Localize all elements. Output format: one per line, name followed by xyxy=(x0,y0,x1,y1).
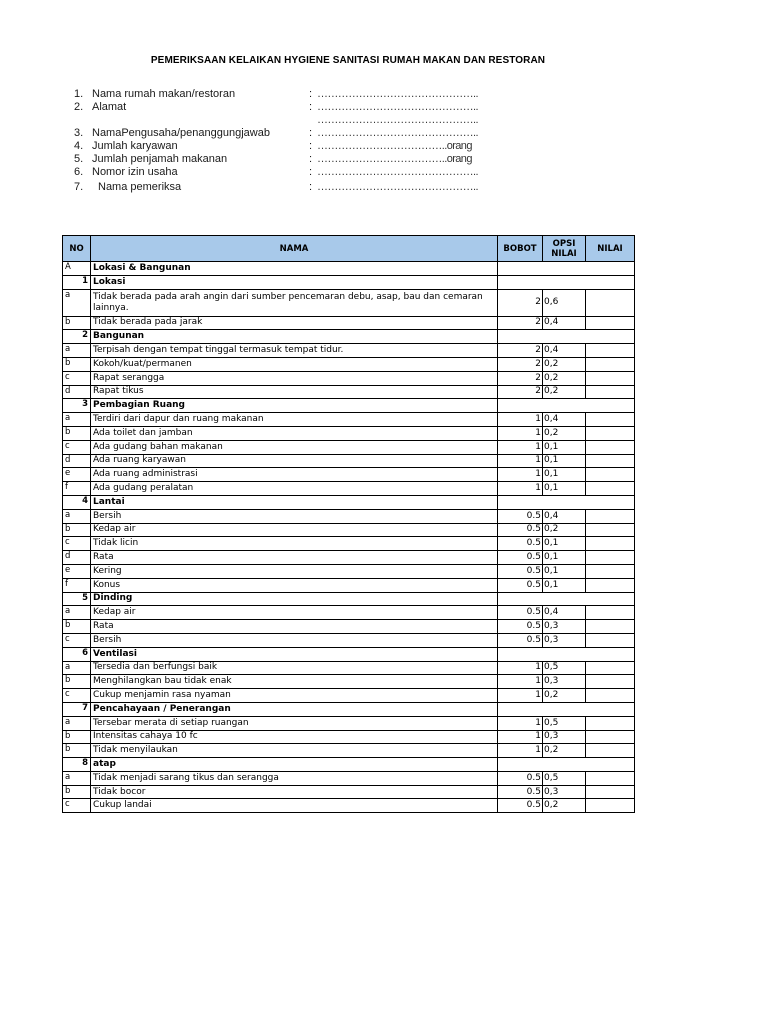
cell-bobot: 2 xyxy=(498,344,543,358)
table-row xyxy=(63,551,635,565)
cell-nilai[interactable] xyxy=(586,578,635,592)
cell-opsi-nilai: 0,2 xyxy=(543,744,586,758)
form-field-colon: : xyxy=(309,88,313,100)
cell-bobot: 1 xyxy=(498,468,543,482)
form-field-blank[interactable]: ……………………………………….. xyxy=(317,88,478,100)
cell-no: 8 xyxy=(63,758,91,772)
header-nilai: NILAI xyxy=(586,236,635,262)
cell-nilai[interactable] xyxy=(586,744,635,758)
cell-no: 3 xyxy=(63,399,91,413)
form-field-label: Nomor izin usaha xyxy=(92,166,178,178)
table-row xyxy=(63,357,635,371)
cell-opsi-nilai: 0,2 xyxy=(543,371,586,385)
cell-nilai[interactable] xyxy=(586,564,635,578)
cell-bobot: 0.5 xyxy=(498,564,543,578)
form-field-blank[interactable]: ………………………………..orang xyxy=(317,153,472,165)
cell-bobot: 1 xyxy=(498,744,543,758)
cell-opsi-nilai: 0,1 xyxy=(543,551,586,565)
cell-nilai[interactable] xyxy=(586,785,635,799)
cell-opsi-nilai: 0,2 xyxy=(543,523,586,537)
cell-bobot: 1 xyxy=(498,440,543,454)
table-row xyxy=(63,440,635,454)
cell-bobot: 0.5 xyxy=(498,537,543,551)
table-header-row xyxy=(63,236,635,262)
cell-no: a xyxy=(63,661,91,675)
table-row xyxy=(63,744,635,758)
cell-nama: Pencahayaan / Penerangan xyxy=(91,702,498,716)
cell-nilai xyxy=(586,647,635,661)
cell-opsi-nilai: 0,2 xyxy=(543,357,586,371)
cell-opsi-nilai: 0,3 xyxy=(543,620,586,634)
cell-opsi-nilai: 0,3 xyxy=(543,785,586,799)
cell-no: c xyxy=(63,537,91,551)
cell-bobot: 0.5 xyxy=(498,785,543,799)
header-nama: NAMA xyxy=(91,236,498,262)
cell-no: e xyxy=(63,468,91,482)
cell-opsi-nilai: 0,1 xyxy=(543,454,586,468)
cell-opsi-nilai: 0,2 xyxy=(543,426,586,440)
table-row xyxy=(63,468,635,482)
cell-opsi-nilai xyxy=(543,702,586,716)
cell-bobot: 2 xyxy=(498,385,543,399)
cell-no: A xyxy=(63,262,91,276)
cell-bobot xyxy=(498,702,543,716)
cell-nilai[interactable] xyxy=(586,661,635,675)
table-row xyxy=(63,799,635,813)
cell-nama: Pembagian Ruang xyxy=(91,399,498,413)
cell-no: c xyxy=(63,633,91,647)
cell-nilai[interactable] xyxy=(586,689,635,703)
cell-no: d xyxy=(63,454,91,468)
cell-nama: Tidak bocor xyxy=(91,785,498,799)
cell-opsi-nilai xyxy=(543,399,586,413)
cell-opsi-nilai: 0,1 xyxy=(543,537,586,551)
table-row xyxy=(63,620,635,634)
form-field-label: Alamat xyxy=(92,101,127,113)
cell-no: a xyxy=(63,606,91,620)
cell-nama: Bangunan xyxy=(91,330,498,344)
table-row xyxy=(63,537,635,551)
cell-nama: Intensitas cahaya 10 fc xyxy=(91,730,498,744)
cell-bobot xyxy=(498,495,543,509)
form-field-label: NamaPengusaha/penanggungjawab xyxy=(92,127,270,139)
cell-no: 1 xyxy=(63,275,91,289)
cell-nama: Tidak berada pada arah angin dari sumber pencemaran debu, asap, bau dan cemaran lainnya. xyxy=(91,289,498,316)
cell-nilai[interactable] xyxy=(586,799,635,813)
cell-nilai[interactable] xyxy=(586,440,635,454)
cell-bobot xyxy=(498,592,543,606)
cell-nama: Bersih xyxy=(91,509,498,523)
cell-nama: Ada ruang karyawan xyxy=(91,454,498,468)
cell-bobot: 2 xyxy=(498,357,543,371)
cell-nama: Cukup menjamin rasa nyaman xyxy=(91,689,498,703)
cell-opsi-nilai: 0,1 xyxy=(543,482,586,496)
cell-nama: Bersih xyxy=(91,633,498,647)
cell-nilai[interactable] xyxy=(586,289,635,316)
form-field-number: 4. xyxy=(74,140,84,152)
form-field-blank[interactable]: ………………………………..orang xyxy=(317,140,472,152)
cell-no: b xyxy=(63,675,91,689)
form-field-label: Jumlah penjamah makanan xyxy=(92,153,228,165)
cell-no: c xyxy=(63,440,91,454)
table-row xyxy=(63,661,635,675)
cell-nama: atap xyxy=(91,758,498,772)
cell-nilai xyxy=(586,495,635,509)
cell-opsi-nilai: 0,4 xyxy=(543,509,586,523)
cell-nilai xyxy=(586,399,635,413)
cell-nama: Tidak berada pada jarak xyxy=(91,316,498,330)
cell-no: d xyxy=(63,551,91,565)
cell-opsi-nilai: 0,2 xyxy=(543,689,586,703)
cell-opsi-nilai: 0,2 xyxy=(543,799,586,813)
subsection-row xyxy=(63,399,635,413)
subsection-row xyxy=(63,758,635,772)
cell-nilai xyxy=(586,592,635,606)
cell-bobot: 2 xyxy=(498,371,543,385)
cell-bobot xyxy=(498,262,543,276)
form-field-label: Jumlah karyawan xyxy=(92,140,178,152)
cell-no: c xyxy=(63,371,91,385)
cell-nilai[interactable] xyxy=(586,316,635,330)
cell-no: 4 xyxy=(63,495,91,509)
form-field-colon: : xyxy=(309,127,313,139)
cell-nilai[interactable] xyxy=(586,413,635,427)
cell-bobot: 1 xyxy=(498,716,543,730)
cell-nama: Tidak licin xyxy=(91,537,498,551)
cell-no: 6 xyxy=(63,647,91,661)
form-field-colon: : xyxy=(309,101,313,113)
header-no: NO xyxy=(63,236,91,262)
cell-nilai xyxy=(586,262,635,276)
cell-opsi-nilai: 0,3 xyxy=(543,633,586,647)
cell-opsi-nilai xyxy=(543,592,586,606)
form-field-colon: : xyxy=(309,181,313,193)
cell-no: a xyxy=(63,344,91,358)
cell-nama: Lantai xyxy=(91,495,498,509)
cell-nilai[interactable] xyxy=(586,537,635,551)
section-row xyxy=(63,262,635,276)
cell-nilai xyxy=(586,758,635,772)
cell-opsi-nilai xyxy=(543,330,586,344)
cell-no: e xyxy=(63,564,91,578)
cell-bobot xyxy=(498,330,543,344)
table-row xyxy=(63,564,635,578)
cell-opsi-nilai: 0,4 xyxy=(543,344,586,358)
form-field-blank[interactable]: ……………………………………….. xyxy=(317,166,478,178)
cell-nilai[interactable] xyxy=(586,426,635,440)
cell-no: b xyxy=(63,620,91,634)
cell-nama: Terpisah dengan tempat tinggal termasuk tempat tidur. xyxy=(91,344,498,358)
cell-bobot xyxy=(498,758,543,772)
form-field-blank[interactable]: ……………………………………….. xyxy=(317,114,478,126)
table-row xyxy=(63,689,635,703)
cell-opsi-nilai: 0,4 xyxy=(543,606,586,620)
cell-no: c xyxy=(63,799,91,813)
cell-nilai[interactable] xyxy=(586,523,635,537)
subsection-row xyxy=(63,647,635,661)
table-row xyxy=(63,785,635,799)
cell-no: b xyxy=(63,730,91,744)
cell-nilai xyxy=(586,330,635,344)
cell-bobot: 0.5 xyxy=(498,551,543,565)
form-field-number: 3. xyxy=(74,127,84,139)
cell-no: b xyxy=(63,523,91,537)
cell-no: 2 xyxy=(63,330,91,344)
table-row xyxy=(63,716,635,730)
cell-nilai[interactable] xyxy=(586,344,635,358)
header-opsi-nilai: OPSI NILAI xyxy=(543,236,586,262)
subsection-row xyxy=(63,702,635,716)
cell-nama: Kering xyxy=(91,564,498,578)
cell-opsi-nilai: 0,1 xyxy=(543,440,586,454)
cell-nilai[interactable] xyxy=(586,633,635,647)
cell-nama: Dinding xyxy=(91,592,498,606)
form-field-colon: : xyxy=(309,166,313,178)
cell-bobot: 1 xyxy=(498,413,543,427)
cell-bobot: 0.5 xyxy=(498,799,543,813)
cell-nama: Lokasi xyxy=(91,275,498,289)
cell-opsi-nilai xyxy=(543,275,586,289)
cell-nama: Kedap air xyxy=(91,523,498,537)
table-row xyxy=(63,426,635,440)
table-row xyxy=(63,344,635,358)
cell-bobot: 1 xyxy=(498,482,543,496)
cell-opsi-nilai: 0,1 xyxy=(543,468,586,482)
cell-nilai[interactable] xyxy=(586,509,635,523)
subsection-row xyxy=(63,592,635,606)
cell-nilai xyxy=(586,702,635,716)
cell-nama: Kokoh/kuat/permanen xyxy=(91,357,498,371)
cell-no: a xyxy=(63,716,91,730)
cell-opsi-nilai: 0,2 xyxy=(543,385,586,399)
cell-no: 7 xyxy=(63,702,91,716)
cell-nama: Konus xyxy=(91,578,498,592)
cell-nilai[interactable] xyxy=(586,730,635,744)
cell-nilai xyxy=(586,275,635,289)
cell-bobot: 2 xyxy=(498,289,543,316)
cell-nama: Lokasi & Bangunan xyxy=(91,262,498,276)
cell-bobot: 0.5 xyxy=(498,509,543,523)
cell-nama: Tersebar merata di setiap ruangan xyxy=(91,716,498,730)
cell-bobot: 1 xyxy=(498,454,543,468)
cell-nilai[interactable] xyxy=(586,371,635,385)
table-row xyxy=(63,578,635,592)
cell-bobot: 1 xyxy=(498,730,543,744)
cell-nilai[interactable] xyxy=(586,482,635,496)
cell-bobot: 0.5 xyxy=(498,578,543,592)
cell-opsi-nilai xyxy=(543,495,586,509)
cell-opsi-nilai xyxy=(543,262,586,276)
table-row xyxy=(63,482,635,496)
cell-nama: Ventilasi xyxy=(91,647,498,661)
cell-opsi-nilai: 0,4 xyxy=(543,413,586,427)
table-row xyxy=(63,509,635,523)
header-bobot: BOBOT xyxy=(498,236,543,262)
cell-no: b xyxy=(63,785,91,799)
table-row xyxy=(63,523,635,537)
cell-nilai[interactable] xyxy=(586,771,635,785)
table-row xyxy=(63,675,635,689)
table-row xyxy=(63,371,635,385)
table-row xyxy=(63,454,635,468)
table-row xyxy=(63,385,635,399)
table-row xyxy=(63,289,635,316)
cell-nama: Cukup landai xyxy=(91,799,498,813)
cell-bobot xyxy=(498,399,543,413)
table-row xyxy=(63,413,635,427)
cell-bobot xyxy=(498,275,543,289)
table-row xyxy=(63,606,635,620)
cell-nilai[interactable] xyxy=(586,716,635,730)
cell-nilai[interactable] xyxy=(586,606,635,620)
cell-opsi-nilai: 0,3 xyxy=(543,675,586,689)
subsection-row xyxy=(63,275,635,289)
cell-nama: Tidak menyilaukan xyxy=(91,744,498,758)
cell-nama: Ada ruang administrasi xyxy=(91,468,498,482)
cell-bobot: 0.5 xyxy=(498,633,543,647)
cell-bobot: 1 xyxy=(498,426,543,440)
cell-nama: Menghilangkan bau tidak enak xyxy=(91,675,498,689)
cell-nilai[interactable] xyxy=(586,675,635,689)
cell-bobot: 2 xyxy=(498,316,543,330)
cell-nilai[interactable] xyxy=(586,357,635,371)
cell-opsi-nilai xyxy=(543,647,586,661)
form-field-number: 6. xyxy=(74,166,84,178)
cell-nama: Rapat serangga xyxy=(91,371,498,385)
cell-opsi-nilai: 0,1 xyxy=(543,578,586,592)
cell-nama: Tidak menjadi sarang tikus dan serangga xyxy=(91,771,498,785)
table-row xyxy=(63,633,635,647)
cell-bobot: 0.5 xyxy=(498,620,543,634)
subsection-row xyxy=(63,330,635,344)
cell-nilai[interactable] xyxy=(586,468,635,482)
form-field-blank[interactable]: ……………………………………….. xyxy=(317,101,478,113)
cell-no: a xyxy=(63,413,91,427)
cell-opsi-nilai: 0,3 xyxy=(543,730,586,744)
cell-bobot: 0.5 xyxy=(498,523,543,537)
cell-nilai[interactable] xyxy=(586,620,635,634)
cell-no: 5 xyxy=(63,592,91,606)
cell-opsi-nilai: 0,1 xyxy=(543,564,586,578)
cell-no: b xyxy=(63,744,91,758)
cell-bobot: 1 xyxy=(498,675,543,689)
cell-nama: Ada toilet dan jamban xyxy=(91,426,498,440)
cell-opsi-nilai: 0,5 xyxy=(543,661,586,675)
cell-no: a xyxy=(63,289,91,316)
form-field-number: 5. xyxy=(74,153,84,165)
cell-nama: Kedap air xyxy=(91,606,498,620)
cell-no: a xyxy=(63,509,91,523)
cell-nama: Ada gudang bahan makanan xyxy=(91,440,498,454)
cell-bobot: 1 xyxy=(498,689,543,703)
cell-nilai[interactable] xyxy=(586,454,635,468)
cell-bobot: 0.5 xyxy=(498,606,543,620)
inspection-checklist-table xyxy=(62,235,635,813)
form-field-blank[interactable]: ……………………………………….. xyxy=(317,127,478,139)
cell-opsi-nilai xyxy=(543,758,586,772)
cell-no: b xyxy=(63,316,91,330)
cell-no: f xyxy=(63,482,91,496)
table-row xyxy=(63,771,635,785)
cell-nilai[interactable] xyxy=(586,551,635,565)
document-title: PEMERIKSAAN KELAIKAN HYGIENE SANITASI RUMAH MAKAN DAN RESTORAN xyxy=(150,55,546,66)
form-field-number: 2. xyxy=(74,101,84,113)
form-field-label: Nama rumah makan/restoran xyxy=(92,88,236,100)
cell-nama: Terdiri dari dapur dan ruang makanan xyxy=(91,413,498,427)
cell-nama: Rata xyxy=(91,551,498,565)
form-field-colon: : xyxy=(309,153,313,165)
cell-nama: Ada gudang peralatan xyxy=(91,482,498,496)
cell-nama: Rata xyxy=(91,620,498,634)
cell-nama: Rapat tikus xyxy=(91,385,498,399)
form-field-label: Nama pemeriksa xyxy=(98,181,182,193)
form-field-number: 1. xyxy=(74,88,84,100)
form-field-blank[interactable]: ……………………………………….. xyxy=(317,181,478,193)
cell-nama: Tersedia dan berfungsi baik xyxy=(91,661,498,675)
subsection-row xyxy=(63,495,635,509)
cell-no: d xyxy=(63,385,91,399)
form-field-colon: : xyxy=(309,140,313,152)
cell-no: b xyxy=(63,357,91,371)
cell-no: c xyxy=(63,689,91,703)
cell-opsi-nilai: 0,6 xyxy=(543,289,586,316)
cell-nilai[interactable] xyxy=(586,385,635,399)
table-row xyxy=(63,316,635,330)
cell-opsi-nilai: 0,5 xyxy=(543,716,586,730)
cell-bobot: 1 xyxy=(498,661,543,675)
cell-no: b xyxy=(63,426,91,440)
form-field-number: 7. xyxy=(74,181,84,193)
table-row xyxy=(63,730,635,744)
cell-bobot xyxy=(498,647,543,661)
cell-opsi-nilai: 0,4 xyxy=(543,316,586,330)
cell-opsi-nilai: 0,5 xyxy=(543,771,586,785)
cell-bobot: 0.5 xyxy=(498,771,543,785)
cell-no: a xyxy=(63,771,91,785)
cell-no: f xyxy=(63,578,91,592)
